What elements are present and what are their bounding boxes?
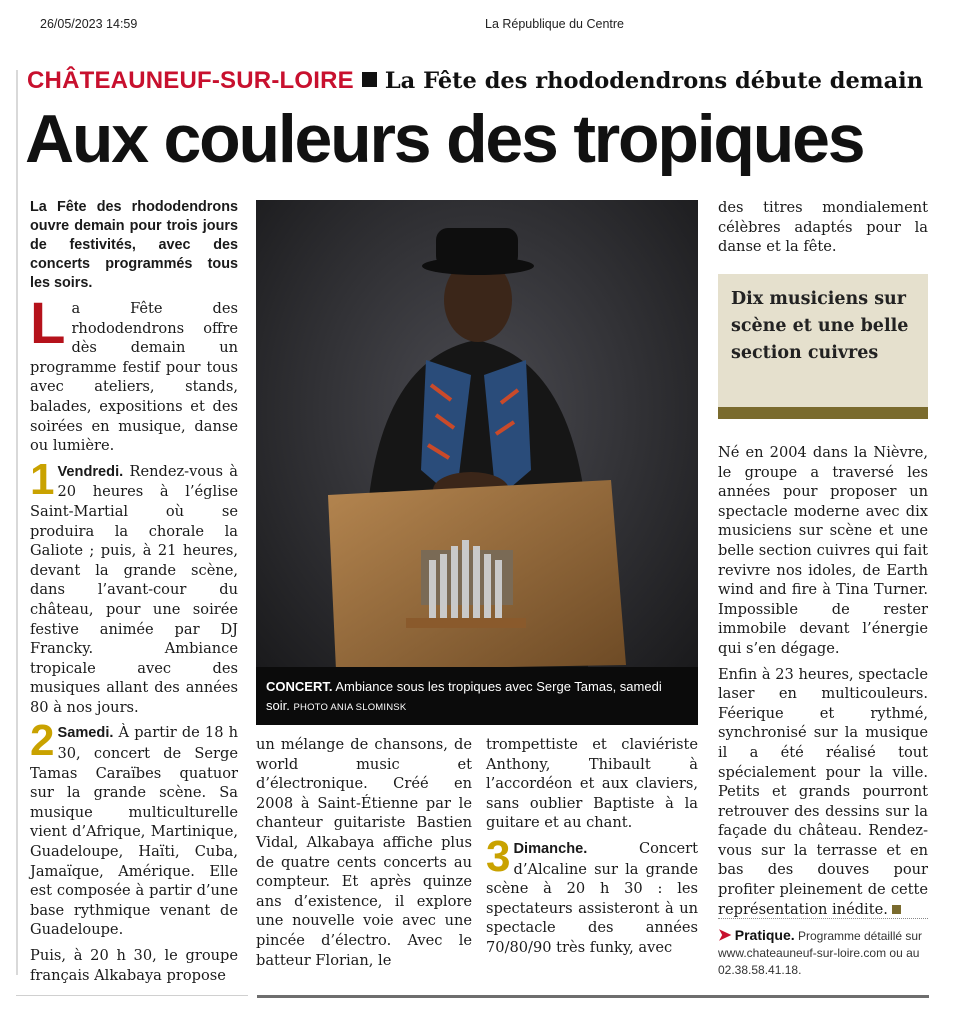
- left-rule: [16, 70, 18, 975]
- bottom-rule-right: [257, 995, 929, 998]
- pratique-lead: Pratique.: [734, 927, 795, 943]
- kicker-location: CHÂTEAUNEUF-SUR-LOIRE: [27, 67, 354, 94]
- day-number-1: 1: [30, 454, 55, 504]
- col4-top-paragraph: des titres mondialement célèbres adaptés pour la danse et la fête.: [718, 199, 928, 256]
- caption-lead: CONCERT.: [266, 679, 333, 694]
- end-square-icon: [892, 905, 901, 914]
- column-4: [718, 443, 928, 925]
- day3-lead: Dimanche.: [513, 840, 588, 857]
- day1-paragraph: [30, 454, 238, 718]
- col2-paragraph: un mélange de chansons, de world music et d’électronique. Créé en 2008 à Saint-Étienne par le chanteur guitariste Bastien Vidal, Alkabaya affiche plus de quatre cents concerts au compteur. Et après quinze ans d’existence, il explore une nouvelle voie avec une pincée d’électro. Avec le batteur Florian, le: [256, 736, 472, 969]
- day2-lead: Samedi.: [57, 725, 114, 742]
- day-number-3: 3: [486, 831, 511, 881]
- photo-caption: [256, 667, 698, 725]
- day3-paragraph: [486, 831, 698, 958]
- concert-photo: [256, 200, 698, 725]
- caption-text: Ambiance sous les tropiques avec Serge Tamas, samedi soir.: [266, 679, 662, 713]
- column-1: [30, 198, 238, 991]
- column-3: [486, 735, 698, 964]
- col4-paragraph-1: Né en 2004 dans la Nièvre, le groupe a traversé les années pour proposer un spectacle moderne avec dix musiciens sur scène et une belle section cuivres qui fait revivre nos idoles, de Earth wind and fire à Tina Turner. Impossible de rester immobile devant l’énergie qui s’en dégage.: [718, 444, 928, 657]
- col4-paragraph-2-text: Enfin à 23 heures, spectacle laser en multicouleurs. Féerique et rythmé, synchronisé sur la musique il a été réalisé tout spécialement pour la ville. Petits et grands pourront retrouver des dessins sur la façade du château. Rendez-vous sur la terrasse et en bas des douves pour profiter pleinement de cette représentation inédite.: [718, 665, 928, 918]
- musician-illustration: [256, 200, 698, 725]
- drop-cap: L: [30, 291, 66, 356]
- pullquote-bar: [718, 407, 928, 419]
- black-square-icon: [362, 72, 377, 87]
- pratique-rule: [718, 918, 928, 919]
- newspaper-name: La République du Centre: [485, 17, 624, 31]
- kicker: [27, 67, 923, 95]
- photo-credit: PHOTO ANIA SLOMINSK: [293, 702, 407, 713]
- pratique-text: Programme détaillé sur www.chateauneuf-sur-loire.com ou au 02.38.58.41.18.: [718, 929, 923, 977]
- pullquote-text: Dix musiciens sur scène et une belle section cuivres: [731, 289, 909, 363]
- red-arrow-icon: ➤: [718, 927, 732, 944]
- day1-text: Rendez-vous à 20 heures à l’église Saint-Martial où se produira la chorale la Galiote ; puis, à 21 heures, devant la grande scène, dans l’avant-cour du château, pour une soirée festive animée par DJ Francky. Ambiance tropicale avec des musiques allant des années 80 à nos jours.: [30, 462, 238, 716]
- day3-text: Concert d’Alcaline sur la grande scène à 20 h 30 : les spectateurs assisteront à un spectacle des années 70/80/90 très funky, avec: [486, 839, 698, 956]
- col3-paragraph: trompettiste et claviériste Anthony, Thibault à l’accordéon et aux claviers, sans oublier Baptiste à la guitare et au chant.: [486, 736, 698, 832]
- intro-paragraph: [30, 291, 238, 456]
- headline: Aux couleurs des tropiques: [25, 101, 864, 177]
- day2-paragraph: [30, 716, 238, 940]
- col4-paragraph-2: [718, 665, 928, 920]
- column-4-top: [718, 198, 928, 263]
- pratique-box: [718, 927, 930, 979]
- chapo: La Fête des rhododendrons ouvre demain pour trois jours de festivités, avec des concerts programmés tous les soirs.: [30, 199, 238, 291]
- intro-text: a Fête des rhododendrons offre dès demain un programme festif pour tous avec ateliers, stands, balades, expositions et des soirées en musique, danse ou lumière.: [30, 300, 238, 455]
- kicker-subtitle: La Fête des rhododendrons débute demain: [384, 68, 924, 94]
- print-date: 26/05/2023 14:59: [40, 17, 138, 31]
- day-number-2: 2: [30, 716, 55, 766]
- pullquote-box: [718, 274, 928, 419]
- day1-lead: Vendredi.: [57, 463, 124, 480]
- column-2: [256, 735, 472, 976]
- bottom-rule-left: [16, 995, 248, 996]
- day2-text: À partir de 18 h 30, concert de Serge Tamas Caraïbes quatuor sur la grande scène. Sa musique multiculturelle vient d’Afrique, Martinique, Guadeloupe, Haïti, Cuba, Jamaïque, Amérique. Elle est composée à partir d’une base rythmique venant de Guadeloupe.: [30, 724, 238, 939]
- day2-paragraph-2: Puis, à 20 h 30, le groupe français Alkabaya propose: [30, 947, 238, 984]
